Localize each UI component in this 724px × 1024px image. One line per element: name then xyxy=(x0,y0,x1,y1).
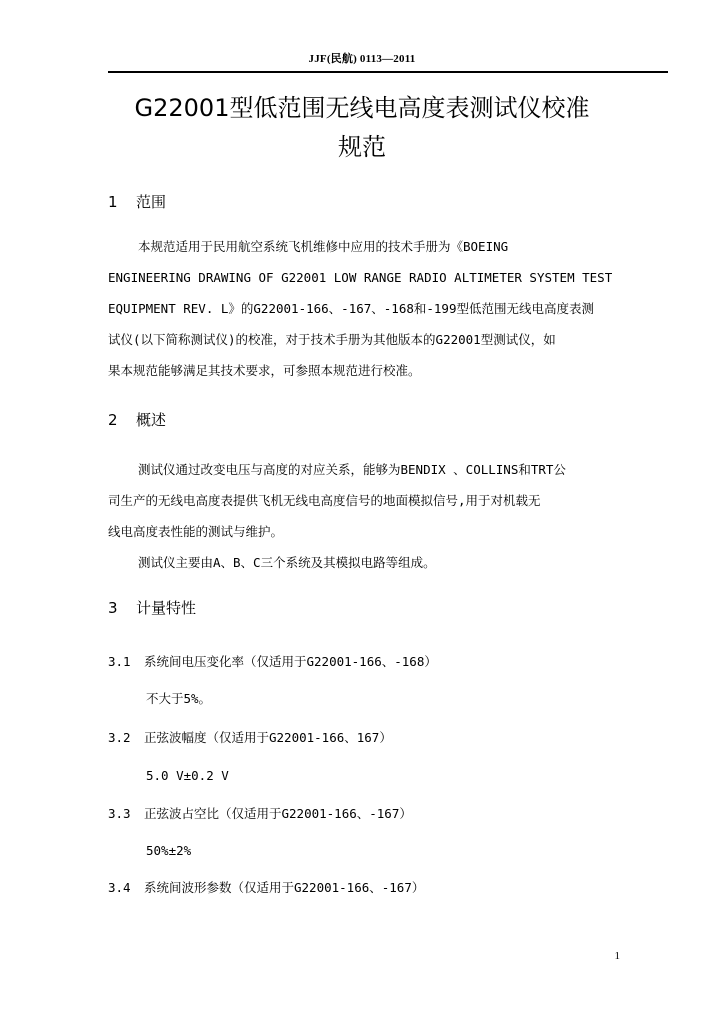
subsection-number: 3.2 xyxy=(108,730,131,745)
subsection-title: 系统间波形参数（仅适用于G22001-166、-167） xyxy=(144,880,425,895)
running-header: JJF(民航) 0113—2011 xyxy=(308,53,416,65)
paragraph-line: 试仪(以下简称测试仪)的校准，对于技术手册为其他版本的G22001型测试仪，如 xyxy=(108,332,556,347)
paragraph-line: 本规范适用于民用航空系统飞机维修中应用的技术手册为《BOEING xyxy=(138,239,509,254)
section-3-heading xyxy=(108,598,196,618)
section-2-paragraph xyxy=(108,454,668,578)
section-1-paragraph xyxy=(108,231,668,386)
section-1-number: 1 xyxy=(108,193,118,211)
document-title-line-2: 规范 xyxy=(338,133,386,161)
subsection-3-3-value: 50%±2% xyxy=(146,843,192,858)
subsection-title: 正弦波占空比（仅适用于G22001-166、-167） xyxy=(144,806,412,821)
section-1-title: 范围 xyxy=(136,193,167,211)
subsection-3-4-heading xyxy=(108,879,424,897)
subsection-3-1-heading xyxy=(108,653,437,671)
section-2-heading xyxy=(108,410,166,430)
subsection-number: 3.4 xyxy=(108,880,131,895)
page-number: 1 xyxy=(614,950,620,962)
section-3-number: 3 xyxy=(108,599,118,617)
subsection-title: 系统间电压变化率（仅适用于G22001-166、-168） xyxy=(144,654,437,669)
subsection-3-2-value: 5.0 V±0.2 V xyxy=(146,768,229,783)
paragraph-line: 测试仪通过改变电压与高度的对应关系，能够为BENDIX 、COLLINS和TRT公 xyxy=(138,462,566,477)
subsection-number: 3.1 xyxy=(108,654,131,669)
header-rule xyxy=(108,71,668,73)
section-2-title: 概述 xyxy=(136,411,167,429)
subsection-3-3-heading xyxy=(108,805,412,823)
subsection-title: 正弦波幅度（仅适用于G22001-166、167） xyxy=(144,730,392,745)
subsection-3-2-heading xyxy=(108,729,392,747)
paragraph-line: 线电高度表性能的测试与维护。 xyxy=(108,524,284,539)
subsection-number: 3.3 xyxy=(108,806,131,821)
document-title-line-1: G22001型低范围无线电高度表测试仪校准 xyxy=(134,94,590,122)
section-1-heading xyxy=(108,192,166,212)
paragraph-line: ENGINEERING DRAWING OF G22001 LOW RANGE RADIO ALTIMETER SYSTEM TEST xyxy=(108,270,613,285)
section-2-number: 2 xyxy=(108,411,118,429)
section-3-title: 计量特性 xyxy=(136,599,197,617)
paragraph-line: 果本规范能够满足其技术要求，可参照本规范进行校准。 xyxy=(108,363,421,378)
subsection-3-1-value: 不大于5%。 xyxy=(146,691,212,706)
paragraph-line: EQUIPMENT REV. L》的G22001-166、-167、-168和-199型低范围无线电高度表测 xyxy=(108,301,594,316)
paragraph-line: 司生产的无线电高度表提供飞机无线电高度信号的地面模拟信号,用于对机载无 xyxy=(108,493,541,508)
paragraph-line: 测试仪主要由A、B、C三个系统及其模拟电路等组成。 xyxy=(138,555,436,570)
